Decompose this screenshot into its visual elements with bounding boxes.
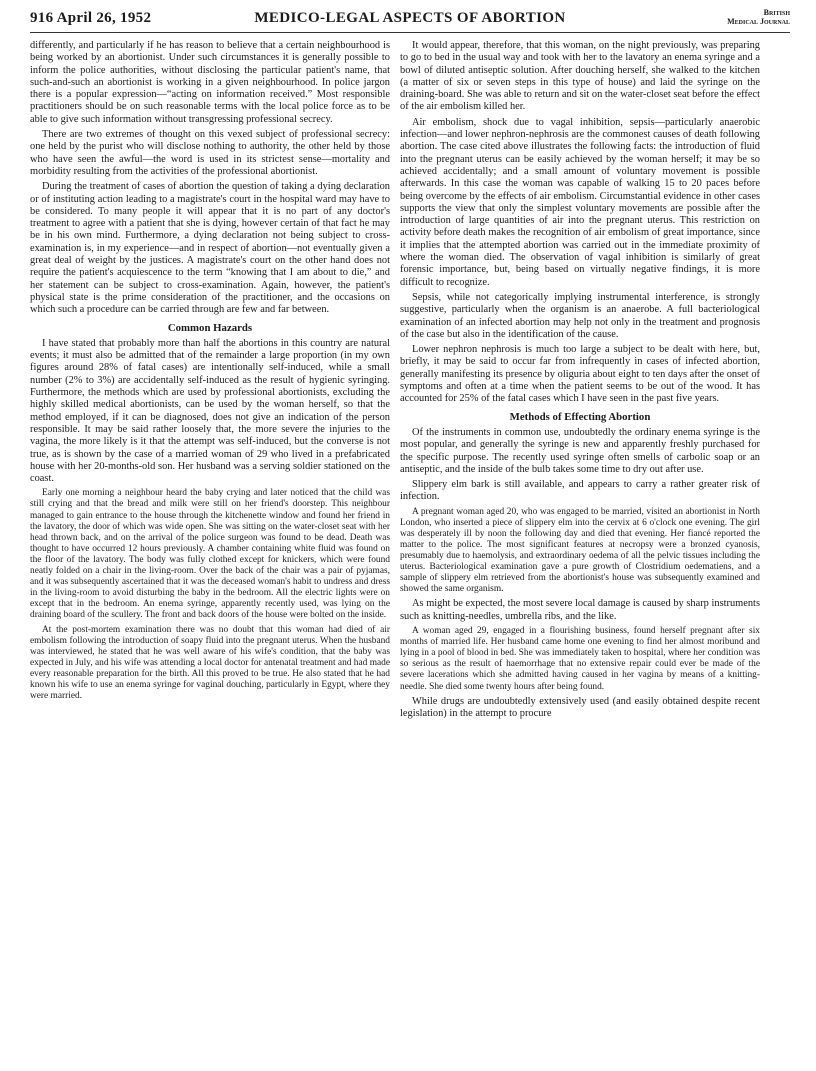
left-column	[30, 40, 390, 1065]
paragraph: differently, and particularly if he has reason to believe that a certain neighbourhood is being worked by an abortionist. Under such circumstances it is generally possible to inform the police authorities, without disclosing the particular patient's name, that such-and-such an abortionist is working in a given neighbourhood. In police jargon there is a popular expression—“acting on information received.” Most responsible practitioners should be on such reasonable terms with the local police force as to be able to give such information without transgressing professional secrecy.	[30, 40, 390, 125]
case-report: A woman aged 29, engaged in a flourishing business, found herself pregnant after six months of married life. Her husband came home one evening to find her almost moribund and lying in a pool of blood in bed. She was immediately taken to hospital, where her condition was so serious as the result of haemorrhage that no extensive repair could ever be made of the severe lacerations which she admitted having caused in her vagina by means of a knitting-needle. She died some twenty hours after being found.	[400, 626, 760, 692]
case-report: Early one morning a neighbour heard the baby crying and later noticed that the child was still crying and that the bread and milk were still on her friend's doorstep. This neighbour managed to gain entrance to the house through the kitchenette window and found her friend in the lavatory, the door of which was wide open. She was sitting on the water-closet seat with her head thrown back, and on the arrival of the police surgeon was found to be dead. Death was thought to have occurred 12 hours previously. A chamber containing white fluid was found on the floor of the lavatory. The body was fully clothed except for knickers, which were found neatly folded on a chair in the living-room. Over the back of the chair was a pair of pyjamas, and it was subsequently ascertained that it was the deceased woman's habit to undress and dress in the living-room to avoid disturbing the baby in the bedroom. All the electric lights were on except that in the bedroom. An enema syringe, apparently recently used, was lying on the draining board of the scullery. The front and back doors of the house were bolted on the inside.	[30, 488, 390, 621]
case-report: At the post-mortem examination there was no doubt that this woman had died of air embolism following the introduction of soapy fluid into the pregnant uterus. When the husband was interviewed, he stated that he was well aware of his wife's condition, that the baby was expected in July, and his wife was attending a local doctor for antenatal treatment and had made every reasonable preparation for the birth. All this proved to be true. He also stated that he had known his wife to use an enema syringe for vaginal douching, particularly in Egypt, where they were married.	[30, 624, 390, 702]
journal-name-line2: Medical Journal	[727, 17, 790, 26]
right-column	[400, 40, 760, 1065]
paragraph: During the treatment of cases of abortion the question of taking a dying declaration or of instituting action leading to a magistrate's court in the hospital ward may have to be considered. To many people it will appear that it is no part of any doctor's treatment to agree with a patient that she is dying, however certain of that fact he may be in his own mind. Furthermore, a dying declaration not being subject to cross-examination is, in my experience—and in respect of abortion—not eventually given a great deal of weight by the justices. A magistrate's court on the other hand does not require the patient's acquiescence to the term “knowing that I am about to die,” and her statement can be subject to cross-examination. Again, however, the patient's physical state is the prime consideration of the practitioner, and the occasions on which such a procedure can be carried through are few and far between.	[30, 181, 390, 316]
paragraph: Slippery elm bark is still available, and appears to carry a rather greater risk of infection.	[400, 479, 760, 503]
running-title: MEDICO-LEGAL ASPECTS OF ABORTION	[254, 10, 566, 26]
journal-name	[727, 8, 790, 26]
page-number-date: 916 April 26, 1952	[30, 10, 152, 26]
paragraph: As might be expected, the most severe local damage is caused by sharp instruments such as knitting-needles, umbrella ribs, and the like.	[400, 598, 760, 622]
paragraph: Air embolism, shock due to vagal inhibition, sepsis—particularly anaerobic infection—and lower nephron-nephrosis are the commonest causes of death following abortion. The case cited above illustrates the following facts: the introduction of fluid into the pregnant uterus can be easily achieved by the woman herself; it may be so achieved accidentally; and a small amount of voluntary movement is possible afterwards. In this case the woman was capable of walking 15 to 20 paces before being overcome by the effects of air embolism. Circumstantial evidence in other cases supports the view that only the simplest voluntary movements are possible after the introduction of large quantities of air into the pregnant uterus. This restriction on activity before death makes the recognition of air embolism of great importance, since it implies that the attempted abortion was carried out in the immediate proximity of where the woman died. The observation of vagal inhibition is similarly of great forensic importance, but, being based on virtually negative findings, it is more difficult to recognize.	[400, 116, 760, 288]
paragraph: While drugs are undoubtedly extensively used (and easily obtained despite recent legislation) in the attempt to procure	[400, 695, 760, 719]
paragraph: There are two extremes of thought on this vexed subject of professional secrecy: one held by the purist who will disclose nothing to authority, the other held by those who have seen the awful—the word is used in its strictest sense—mortality and morbidity resulting from the activities of the professional abortionist.	[30, 129, 390, 177]
section-heading-common-hazards: Common Hazards	[167, 321, 253, 334]
paragraph: It would appear, therefore, that this woman, on the night previously, was preparing to go to bed in the usual way and took with her to the lavatory an enema syringe and a bowl of diluted antiseptic solution. After douching herself, she walked to the kitchen (a matter of six or seven steps in this type of house) and laid the syringe on the draining-board. She was able to return and sit on the water-closet seat before the effect of the air embolism killed her.	[400, 40, 760, 113]
paragraph: Lower nephron nephrosis is much too large a subject to be dealt with here, but, briefly, it may be said to occur far from infrequently in cases of infected abortion, generally manifesting its presence by oliguria about eight to ten days after the onset of symptoms and often at a time when the patient seems to be out of the wood. It has accounted for 25% of the fatal cases which I have seen in the past five years.	[400, 344, 760, 405]
paragraph: I have stated that probably more than half the abortions in this country are natural events; it must also be admitted that of the remainder a large proportion (in my own figures around 28% of fatal cases) are intentionally self-induced, while a small number (2% to 3%) are accidentally self-induced as the result of hygienic syringing. Furthermore, the methods which are used by professional abortionists, excluding the highly skilled medical abortionists, can be used by the woman herself, so that the method employed, if it can be diagnosed, does not give an indication of the person responsible. It may be said rather loosely that, the more severe the injuries to the vagina, the more likely is it that the attempt was self-induced, but the converse is not true, as is shown by the case of a married woman of 29 who lived in a prefabricated house with her 20-months-old son. Her husband was a serving soldier stationed on the coast.	[30, 337, 390, 485]
section-heading-methods: Methods of Effecting Abortion	[509, 410, 651, 423]
journal-name-line1: British	[763, 8, 790, 17]
paragraph: Of the instruments in common use, undoubtedly the ordinary enema syringe is the most popular, and generally the syringe is new and apparently freshly purchased for the specific purpose. The recently used syringe often smells of carbolic soap or an antiseptic, and the inside of the bulb takes some time to dry out after use.	[400, 426, 760, 475]
paragraph: Sepsis, while not categorically implying instrumental interference, is strongly suggestive, particularly when the organism is an anaerobe. A full bacteriological examination of an infected abortion may help not only in the treatment and prognosis of the case but also in the identification of the cause.	[400, 291, 760, 340]
case-report: A pregnant woman aged 20, who was engaged to be married, visited an abortionist in North London, who inserted a piece of slippery elm into the cervix at 6 o'clock one evening. The girl was desperately ill by noon the following day and died that evening. Her fiancé reported the matter to the police. The most significant features at necropsy were a bronzed cyanosis, presumably due to haemolysis, and extraordinary oedema of all the pelvic tissues including the uterus. Bacteriological examination gave a pure growth of Clostridium oedematiens, and a sample of slippery elm retrieved from the abortionist's house was subsequently examined and showed the same organism.	[400, 506, 760, 595]
page-header	[30, 6, 790, 33]
